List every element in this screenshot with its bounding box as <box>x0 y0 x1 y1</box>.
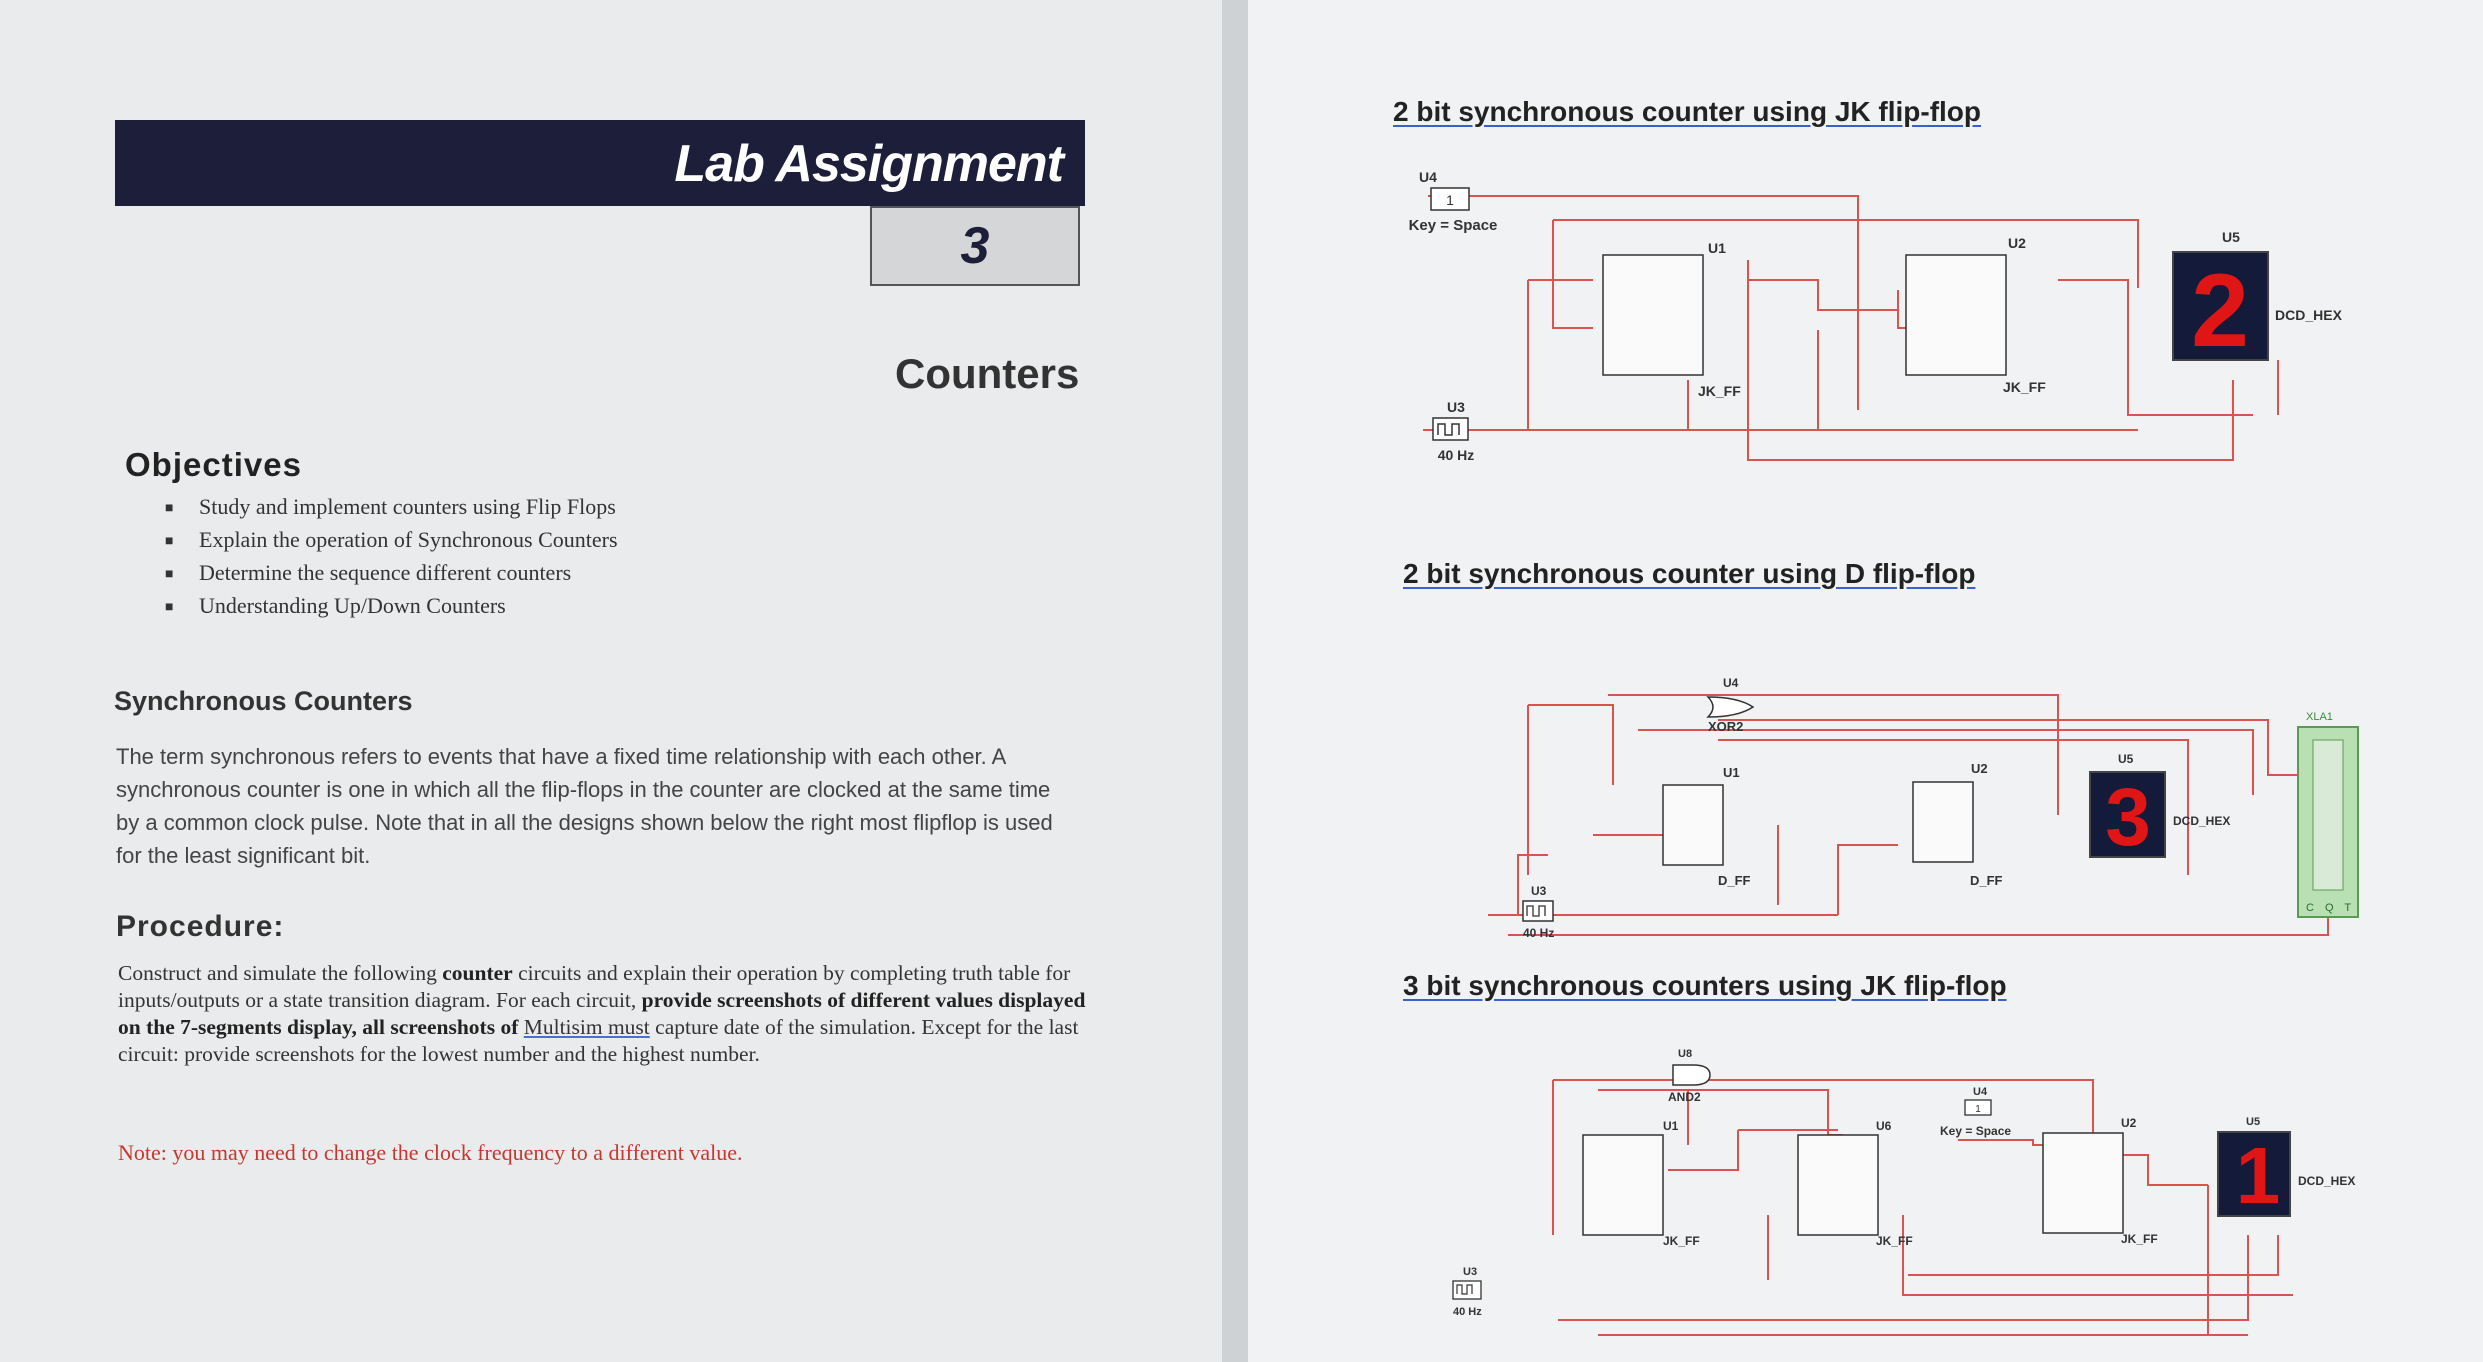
title-banner <box>115 120 1085 206</box>
circuit3-ff1-label: U1 <box>1663 1119 1679 1133</box>
circuit3-ff2-label: U6 <box>1876 1119 1892 1133</box>
objectives-title: Objectives <box>125 446 302 483</box>
circuit2-ff1-type: D_FF <box>1718 873 1751 888</box>
procedure-text: Construct and simulate the following counter circuits and explain their operation by completing truth table for inputs/outputs or a state transition diagram. For each circuit, provide screenshots of different values displayed on the 7-segments display, all screenshots of Multisim must capture date of the simulation. Except for the last circuit: provide screenshots for the lowest number and the highest number. <box>118 961 1086 1066</box>
circuit3-ff3-label: U2 <box>2121 1116 2137 1130</box>
circuit1-clock-freq: 40 Hz <box>1437 447 1475 463</box>
flipflop-icon <box>1906 255 2006 375</box>
circuit2-gate-label: U4 <box>1723 676 1739 690</box>
circuit2-ff1-label: U1 <box>1723 765 1740 780</box>
right-page <box>1248 0 2483 1362</box>
circuit2-clock-freq: 40 Hz <box>1523 926 1555 940</box>
circuit3-key-value: 1 <box>1975 1104 1981 1115</box>
circuit1-key-value: 1 <box>1446 192 1454 208</box>
circuit3-clock-freq: 40 Hz <box>1453 1306 1482 1318</box>
circuit3-key-label: U4 <box>1973 1086 1988 1098</box>
circuit2-display-type: DCD_HEX <box>2173 814 2231 828</box>
circuit3-ff2-type: JK_FF <box>1876 1234 1913 1248</box>
circuit1-display-type: DCD_HEX <box>2275 307 2342 323</box>
and-gate-icon <box>1673 1065 1710 1085</box>
circuit2-analyzer-label: XLA1 <box>2306 711 2333 723</box>
circuit3-display-value: 1 <box>2235 1131 2281 1220</box>
circuit2-display-value: 3 <box>2105 772 2151 863</box>
flipflop-icon <box>1603 255 1703 375</box>
circuit1-ff2-label: U2 <box>2008 235 2026 251</box>
circuit1-schematic <box>1248 150 2483 490</box>
circuit1-clock-label: U3 <box>1447 399 1465 415</box>
page-heading: Counters <box>895 350 1080 397</box>
flipflop-icon <box>1583 1135 1663 1235</box>
circuit3-clock-label: U3 <box>1463 1266 1478 1278</box>
circuit1-key-text: Key = Space <box>1408 217 1498 234</box>
lab-number-box: 3 <box>870 206 1080 286</box>
procedure-title: Procedure: <box>116 910 285 943</box>
flipflop-icon <box>2043 1133 2123 1233</box>
objective-item: ■ Understanding Up/Down Counters <box>165 593 506 618</box>
circuit3-ff1-type: JK_FF <box>1663 1234 1700 1248</box>
flipflop-icon <box>1798 1135 1878 1235</box>
sync-counters-text: The term synchronous refers to events that have a fixed time relationship with each other. A synchronous counter is one in which all the flip-flops in the counter are clocked at the same time by a common clock pulse. Note that in all the designs shown below the right most flipflop is used for the least significant bit. <box>116 744 1053 868</box>
circuit3-title: 3 bit synchronous counters using JK flip-flop <box>1403 970 2007 1001</box>
circuit2-gate-type: XOR2 <box>1708 719 1744 734</box>
circuit3-display-type: DCD_HEX <box>2298 1174 2356 1188</box>
circuit1-ff2-type: JK_FF <box>2003 379 2046 395</box>
circuit2-display-label: U5 <box>2118 752 2134 766</box>
circuit2-ff2-type: D_FF <box>1970 873 2003 888</box>
objective-item: ■ Determine the sequence different counters <box>165 560 572 585</box>
xor-gate-icon <box>1708 697 1753 717</box>
circuit1-display-label: U5 <box>2222 229 2240 245</box>
circuit2-title: 2 bit synchronous counter using D flip-flop <box>1403 558 1976 589</box>
circuit1-ff1-label: U1 <box>1708 240 1726 256</box>
flipflop-icon <box>1663 785 1723 865</box>
banner-title: Lab Assignment <box>674 135 1063 193</box>
circuit1-title: 2 bit synchronous counter using JK flip-flop <box>1393 96 1982 127</box>
objective-item: ■ Explain the operation of Synchronous Counters <box>165 527 618 552</box>
circuit3-gate-type: AND2 <box>1668 1090 1701 1104</box>
circuit2-clock-label: U3 <box>1531 884 1547 898</box>
note-text: Note: you may need to change the clock frequency to a different value. <box>118 1140 743 1165</box>
circuit3-key-text: Key = Space <box>1940 1124 2012 1138</box>
circuit3-ff3-type: JK_FF <box>2121 1232 2158 1246</box>
left-page <box>0 0 1222 1362</box>
circuit1-ff1-type: JK_FF <box>1698 383 1741 399</box>
flipflop-icon <box>1913 782 1973 862</box>
circuit2-analyzer-pins: C Q T <box>2306 902 2356 914</box>
circuit2-schematic <box>1248 665 2483 955</box>
circuit3-display-label: U5 <box>2246 1116 2261 1128</box>
objectives-list <box>165 490 618 622</box>
circuit1-key-label: U4 <box>1419 169 1437 185</box>
circuit1-display-value: 2 <box>2191 253 2249 369</box>
circuit2-ff2-label: U2 <box>1971 761 1988 776</box>
objective-item: ■ Study and implement counters using Flip Flops <box>165 494 616 519</box>
circuit3-schematic <box>1248 1035 2483 1362</box>
circuit3-gate-label: U8 <box>1678 1048 1693 1060</box>
sync-counters-title: Synchronous Counters <box>114 686 413 716</box>
